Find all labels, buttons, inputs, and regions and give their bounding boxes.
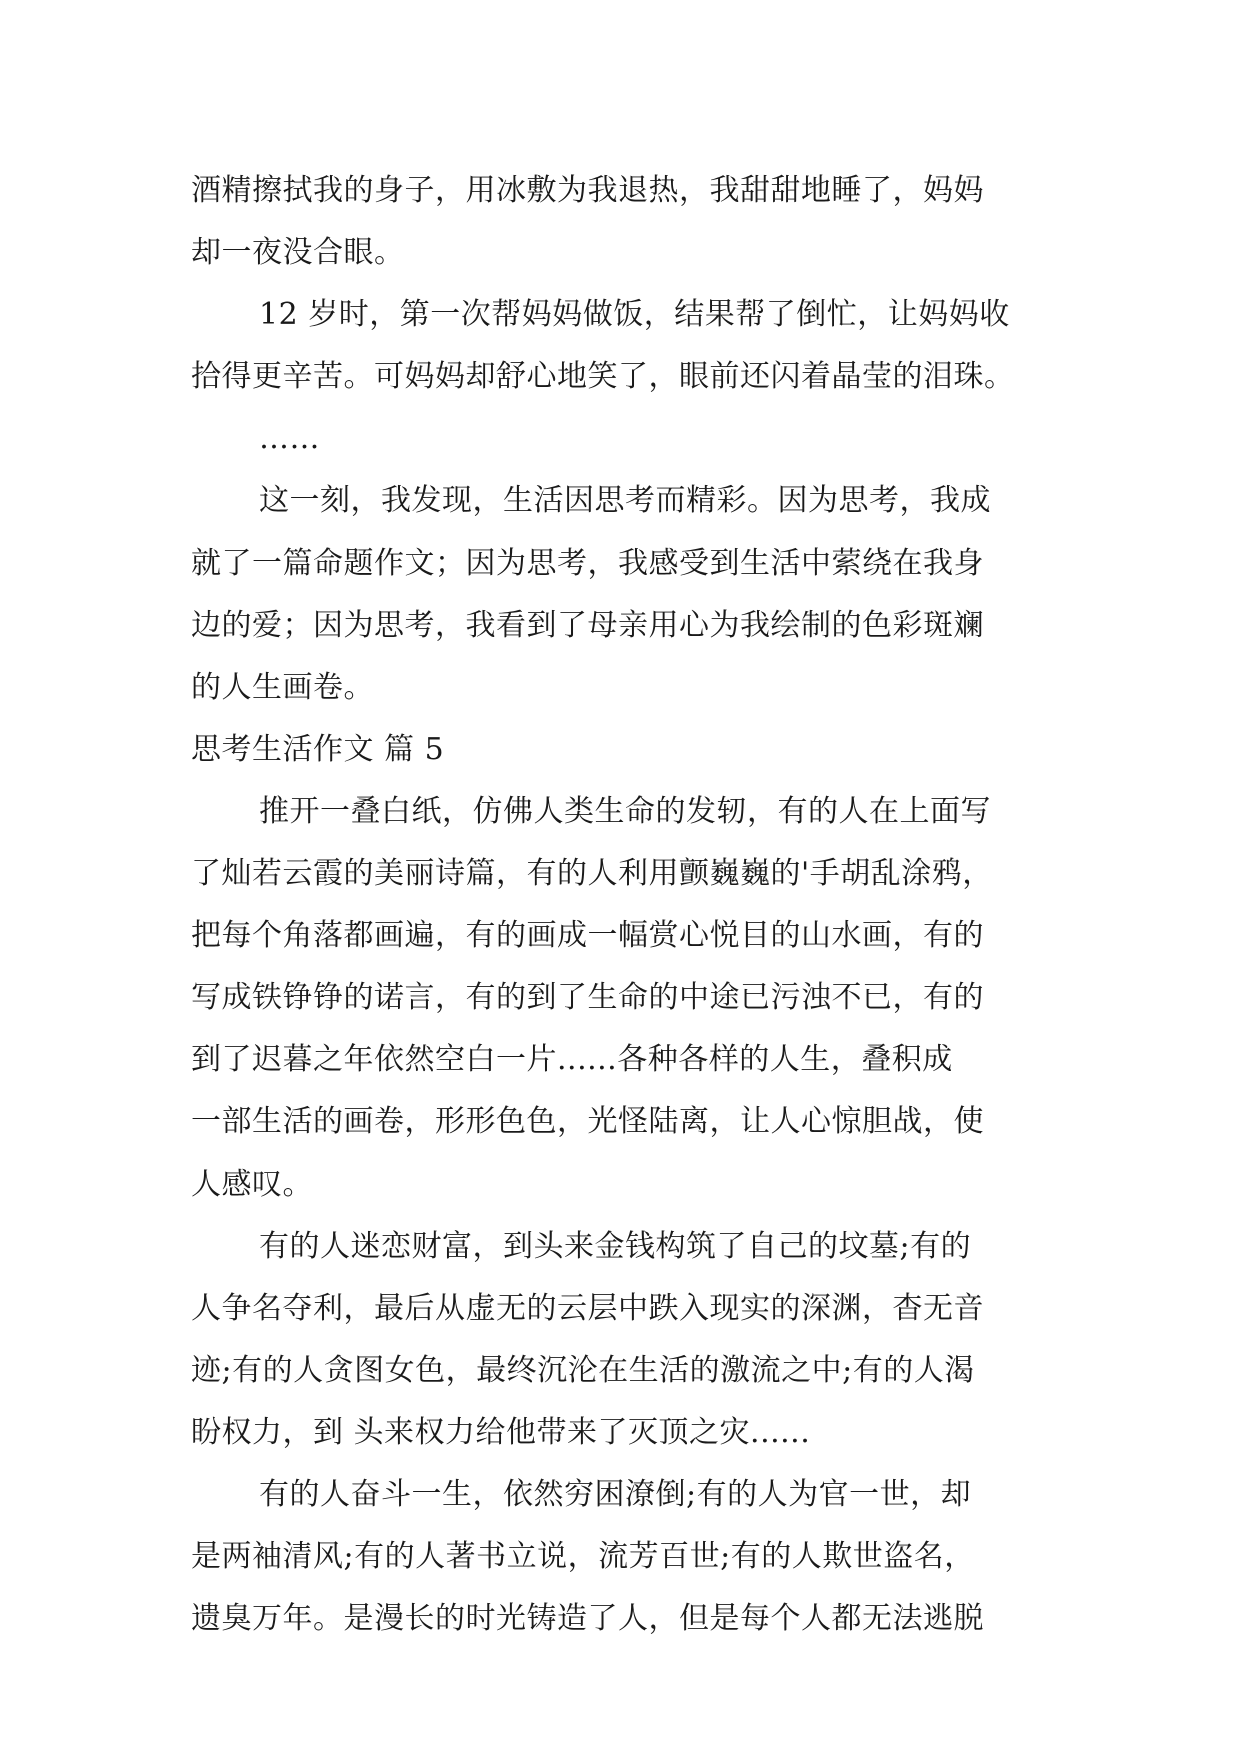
text-line: 人感叹。	[191, 1166, 313, 1202]
text-line: 迹;有的人贪图女色，最终沉沦在生活的激流之中;有的人渴	[191, 1352, 975, 1388]
text-line: 把每个角落都画遍，有的画成一幅赏心悦目的山水画，有的	[191, 918, 984, 954]
text-line: 盼权力，到 头来权力给他带来了灭顶之灾......	[191, 1414, 811, 1450]
text-line: 这一刻，我发现，生活因思考而精彩。因为思考，我成	[259, 483, 991, 519]
text-line: 拾得更辛苦。可妈妈却舒心地笑了，眼前还闪着晶莹的泪珠。	[191, 359, 1015, 395]
text-line: 是两袖清风;有的人著书立说，流芳百世;有的人欺世盗名，	[191, 1539, 975, 1575]
text-line: 就了一篇命题作文；因为思考，我感受到生活中萦绕在我身	[191, 545, 984, 581]
text-line: 酒精擦拭我的身子，用冰敷为我退热，我甜甜地睡了，妈妈	[191, 173, 984, 208]
text-line: ……	[259, 421, 320, 457]
text-line: 12 岁时，第一次帮妈妈做饭，结果帮了倒忙，让妈妈收	[259, 297, 1010, 333]
text-line: 推开一叠白纸，仿佛人类生命的发轫，有的人在上面写	[259, 793, 991, 829]
text-line: 有的人迷恋财富，到头来金钱构筑了自己的坟墓;有的	[259, 1228, 972, 1264]
text-line: 有的人奋斗一生，依然穷困潦倒;有的人为官一世，却	[259, 1476, 972, 1512]
text-line: 遗臭万年。是漫长的时光铸造了人，但是每个人都无法逃脱	[191, 1601, 984, 1637]
text-line: 到了迟暮之年依然空白一片......各种各样的人生，叠积成	[191, 1042, 953, 1078]
document-body	[191, 160, 1051, 1650]
text-line: 人争名夺利，最后从虚无的云层中跌入现实的深渊，杳无音	[191, 1290, 984, 1326]
section-heading: 思考生活作文 篇 5	[191, 731, 445, 767]
text-line: 的人生画卷。	[191, 669, 374, 705]
text-line: 一部生活的画卷，形形色色，光怪陆离，让人心惊胆战，使	[191, 1104, 984, 1140]
text-line: 却一夜没合眼。	[191, 235, 405, 271]
text-line: 边的爱；因为思考，我看到了母亲用心为我绘制的色彩斑斓	[191, 607, 984, 643]
text-line: 写成铁铮铮的诺言，有的到了生命的中途已污浊不已，有的	[191, 980, 984, 1016]
text-line: 了灿若云霞的美丽诗篇，有的人利用颤巍巍的'手胡乱涂鸦，	[191, 856, 993, 892]
